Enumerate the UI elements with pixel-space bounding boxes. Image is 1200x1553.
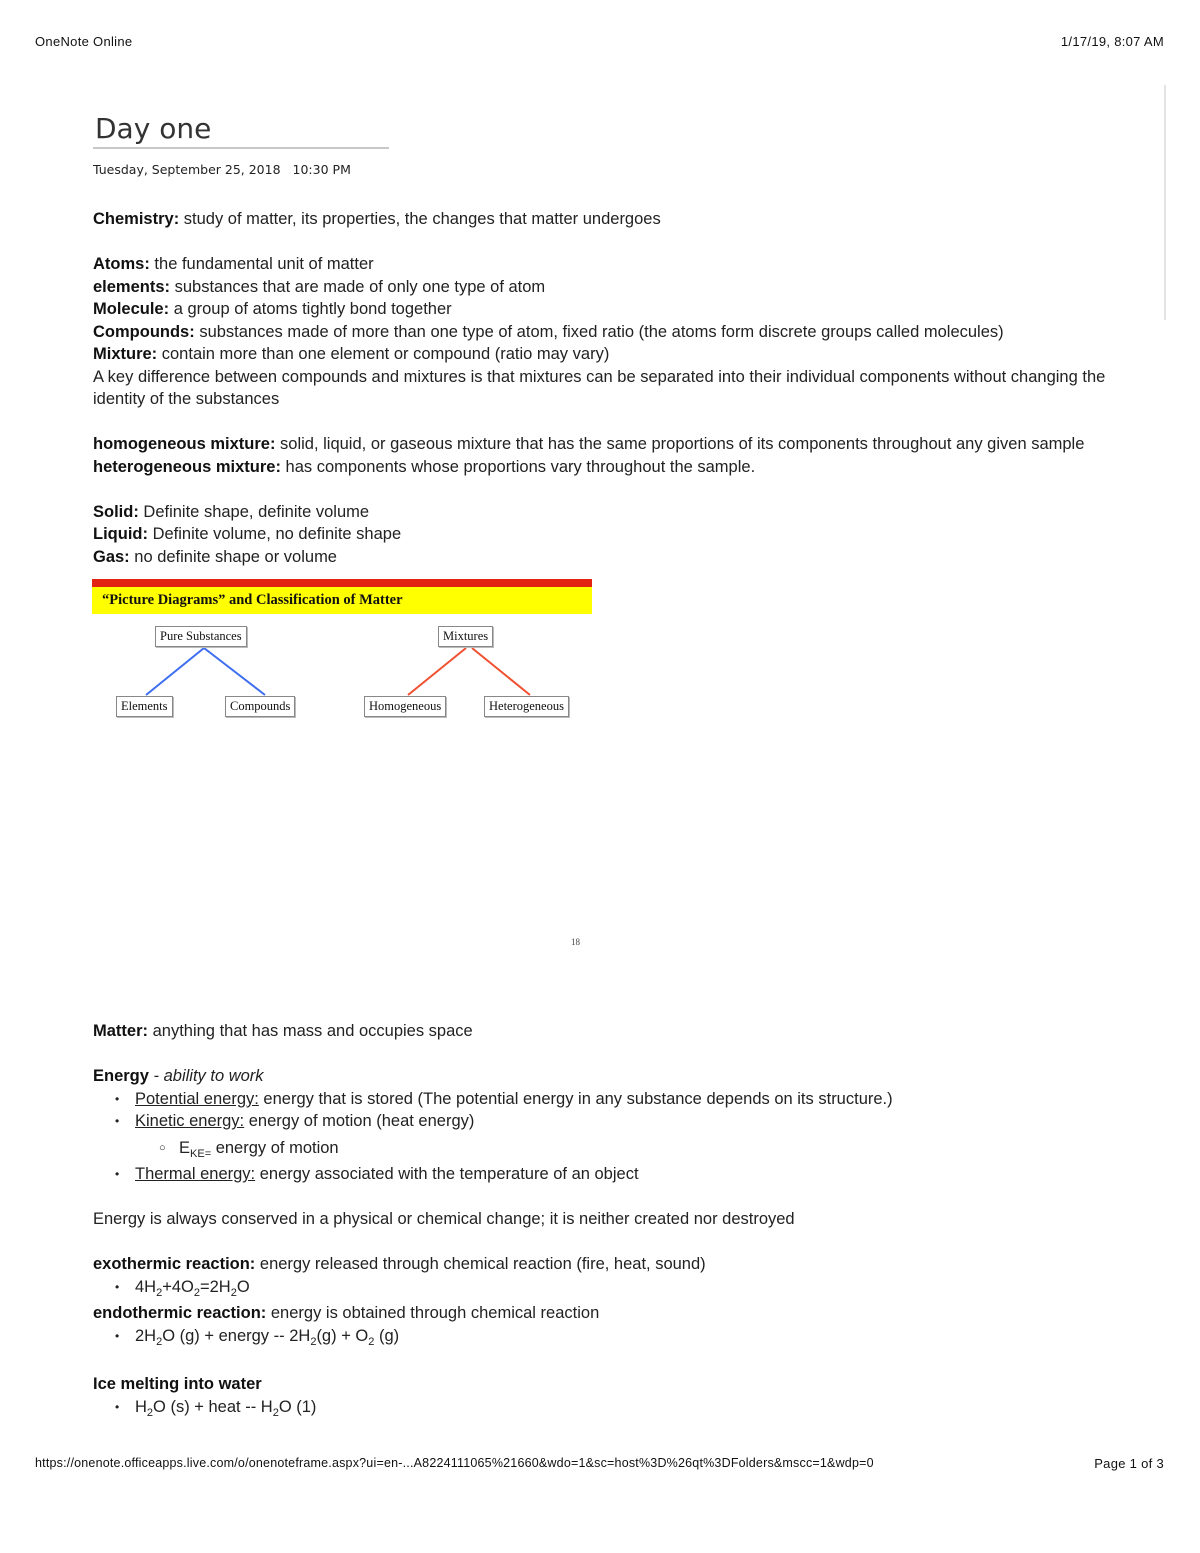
page-date: Tuesday, September 25, 2018 [93,162,281,177]
note-exothermic: exothermic reaction: energy released through chemical reaction (fire, heat, sound) [93,1255,706,1273]
note-energy: Energy - ability to work [93,1067,264,1085]
kinetic-sublist [93,1137,1153,1160]
list-item: • Thermal energy: energy associated with the temperature of an object [93,1163,1153,1186]
page-title[interactable]: Day one [95,112,212,145]
energy-list [93,1088,1153,1133]
equation-endothermic: • $2H_2O$ (g) + energy -- $2H_2(g) + O_2$ (g) [93,1325,1153,1348]
box-mixtures: Mixtures [438,626,493,647]
footer-url: https://onenote.officeapps.live.com/o/onenoteframe.aspx?ui=en-...A8224111065%21660&wdo=1&sc=host%3D%26qt%3DFolders&mscc=1&wdp=0 [35,1456,874,1470]
box-compounds: Compounds [225,696,295,717]
note-compounds: Compounds: substances made of more than one type of atom, fixed ratio (the atoms form discrete groups called molecules) [93,322,1004,341]
note-heterogeneous: heterogeneous mixture: has components whose proportions vary throughout the sample. [93,457,756,476]
equation-exothermic: • $4H_2+4O_2=2H_2O$ [93,1276,1153,1299]
page-dateline [93,162,351,177]
note-mixture: Mixture: contain more than one element or compound (ratio may vary) [93,345,610,363]
note-chemistry: Chemistry: study of matter, its properties, the changes that matter undergoes [93,210,661,228]
note-homogeneous: homogeneous mixture: solid, liquid, or gaseous mixture that has the same proportions of its components throughout any given sample [93,435,1085,453]
energy-list-2 [93,1163,1153,1186]
exothermic-list [93,1276,1153,1299]
note-molecule: Molecule: a group of atoms tightly bond together [93,300,452,318]
note-matter: Matter: anything that has mass and occupies space [93,1022,473,1040]
note-elements: elements: substances that are made of only one type of atom [93,277,546,296]
line-pure-elements [146,648,204,695]
box-pure-substances: Pure Substances [155,626,247,647]
app-name: OneNote Online [35,34,133,49]
line-pure-compounds [204,648,265,695]
box-heterogeneous: Heterogeneous [484,696,569,717]
equation-ice: • $H_2O$ (s) + heat -- $H_2O$ (1) [93,1396,1153,1419]
notes-block-1[interactable] [93,208,1153,568]
classification-diagram[interactable] [92,579,592,739]
page-time: 10:30 PM [292,162,351,177]
diagram-title: “Picture Diagrams” and Classification of Matter [102,592,403,608]
note-conserved: Energy is always conserved in a physical or chemical change; it is neither created nor destroyed [93,1210,795,1228]
ice-list [93,1396,1153,1419]
line-mixtures-homogeneous [408,648,466,695]
note-gas: Gas: no definite shape or volume [93,547,337,566]
line-mixtures-heterogeneous [472,648,530,695]
note-ice-melting: Ice melting into water [93,1375,262,1393]
scrollbar[interactable] [1164,85,1166,320]
note-key-difference: A key difference between compounds and mixtures is that mixtures can be separated into their individual components without changing the identity of the substances [93,367,1106,408]
note-liquid: Liquid: Definite volume, no definite shape [93,525,402,543]
list-item: • Potential energy: energy that is stored (The potential energy in any substance depends on its structure.) [93,1088,1153,1111]
box-elements: Elements [116,696,173,717]
list-item: • Kinetic energy: energy of motion (heat energy) [93,1110,1153,1133]
endothermic-list [93,1325,1153,1348]
note-endothermic: endothermic reaction: energy is obtained through chemical reaction [93,1304,600,1322]
note-atoms: Atoms: the fundamental unit of matter [93,255,374,273]
diagram-page-number: 18 [571,937,580,947]
print-timestamp: 1/17/19, 8:07 AM [1060,34,1164,49]
note-solid: Solid: Definite shape, definite volume [93,502,370,521]
list-item: ○ $E_{KE=}$ energy of motion [93,1137,1153,1160]
box-homogeneous: Homogeneous [364,696,446,717]
title-underline [93,147,389,149]
page-indicator: Page 1 of 3 [1094,1456,1164,1471]
notes-block-2[interactable] [93,1020,1153,1418]
